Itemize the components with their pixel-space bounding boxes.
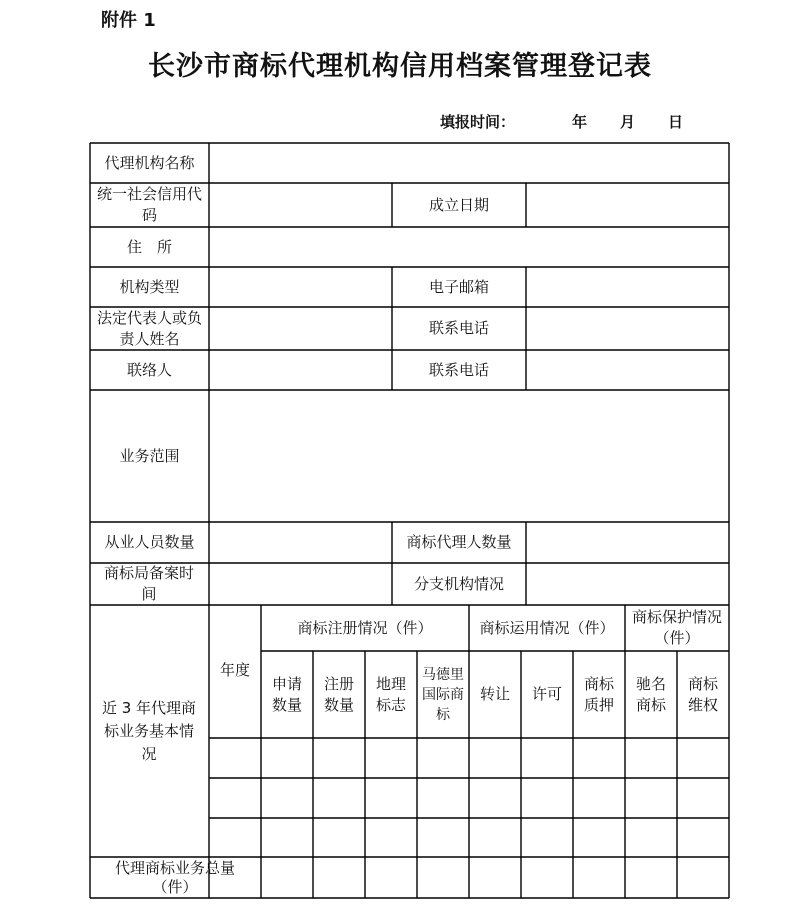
fill-time-label: 填报时间： bbox=[440, 113, 516, 131]
established-date-label: 成立日期 bbox=[428, 195, 489, 214]
address-field[interactable] bbox=[209, 227, 729, 267]
filing-time-label: 商标局备案时间 bbox=[104, 564, 195, 603]
geo-mark-header: 地理标志 bbox=[375, 674, 406, 714]
reg-count-header: 注册数量 bbox=[323, 674, 354, 714]
registration-group-header: 商标注册情况（件） bbox=[297, 618, 433, 637]
agency-type-field[interactable] bbox=[209, 267, 392, 307]
email-field[interactable] bbox=[526, 267, 729, 307]
day-label: 日 bbox=[668, 113, 684, 131]
form-title: 长沙市商标代理机构信用档案管理登记表 bbox=[148, 51, 652, 82]
staff-count-label: 从业人员数量 bbox=[104, 533, 195, 551]
phone-field-2[interactable] bbox=[526, 350, 729, 390]
phone-label-2: 联系电话 bbox=[428, 360, 489, 379]
rights-header: 商标维权 bbox=[687, 674, 718, 714]
transfer-header: 转让 bbox=[479, 685, 510, 703]
email-label: 电子邮箱 bbox=[428, 277, 489, 296]
staff-count-field[interactable] bbox=[209, 522, 392, 563]
credit-code-label: 统一社会信用代码 bbox=[96, 185, 202, 224]
contact-person-label: 联络人 bbox=[126, 360, 172, 379]
filing-time-field[interactable] bbox=[209, 563, 392, 605]
business-scope-field[interactable] bbox=[209, 390, 729, 522]
year-column-header: 年度 bbox=[219, 661, 250, 679]
legal-rep-field[interactable] bbox=[209, 307, 392, 350]
madrid-header: 马德里国际商标 bbox=[422, 666, 464, 723]
agency-name-label: 代理机构名称 bbox=[104, 153, 195, 172]
well-known-header: 驰名商标 bbox=[635, 674, 666, 714]
address-label: 住 所 bbox=[126, 237, 172, 256]
branch-info-label: 分支机构情况 bbox=[413, 574, 504, 593]
established-date-field[interactable] bbox=[526, 183, 729, 227]
year-label: 年 bbox=[572, 113, 588, 131]
contact-person-field[interactable] bbox=[209, 350, 392, 390]
protection-group-header: 商标保护情况（件） bbox=[631, 608, 722, 647]
attachment-label: 附件 1 bbox=[101, 10, 156, 31]
tm-agent-count-field[interactable] bbox=[526, 522, 729, 563]
legal-rep-label: 法定代表人或负责人姓名 bbox=[96, 308, 202, 348]
total-label: 代理商标业务总量（件） bbox=[114, 858, 235, 896]
phone-field-1[interactable] bbox=[526, 307, 729, 350]
month-label: 月 bbox=[620, 113, 636, 131]
business-scope-label: 业务范围 bbox=[119, 446, 180, 465]
agency-name-field[interactable] bbox=[209, 143, 729, 183]
license-header: 许可 bbox=[531, 685, 562, 703]
phone-label-1: 联系电话 bbox=[428, 319, 489, 337]
agency-type-label: 机构类型 bbox=[119, 277, 180, 296]
pledge-header: 商标质押 bbox=[583, 674, 614, 714]
recent-business-label: 近 3 年代理商标业务基本情况 bbox=[101, 698, 197, 763]
usage-group-header: 商标运用情况（件） bbox=[479, 618, 615, 637]
tm-agent-count-label: 商标代理人数量 bbox=[406, 533, 512, 551]
branch-info-field[interactable] bbox=[526, 563, 729, 605]
apply-count-header: 申请数量 bbox=[271, 674, 302, 714]
credit-code-field[interactable] bbox=[209, 183, 392, 227]
